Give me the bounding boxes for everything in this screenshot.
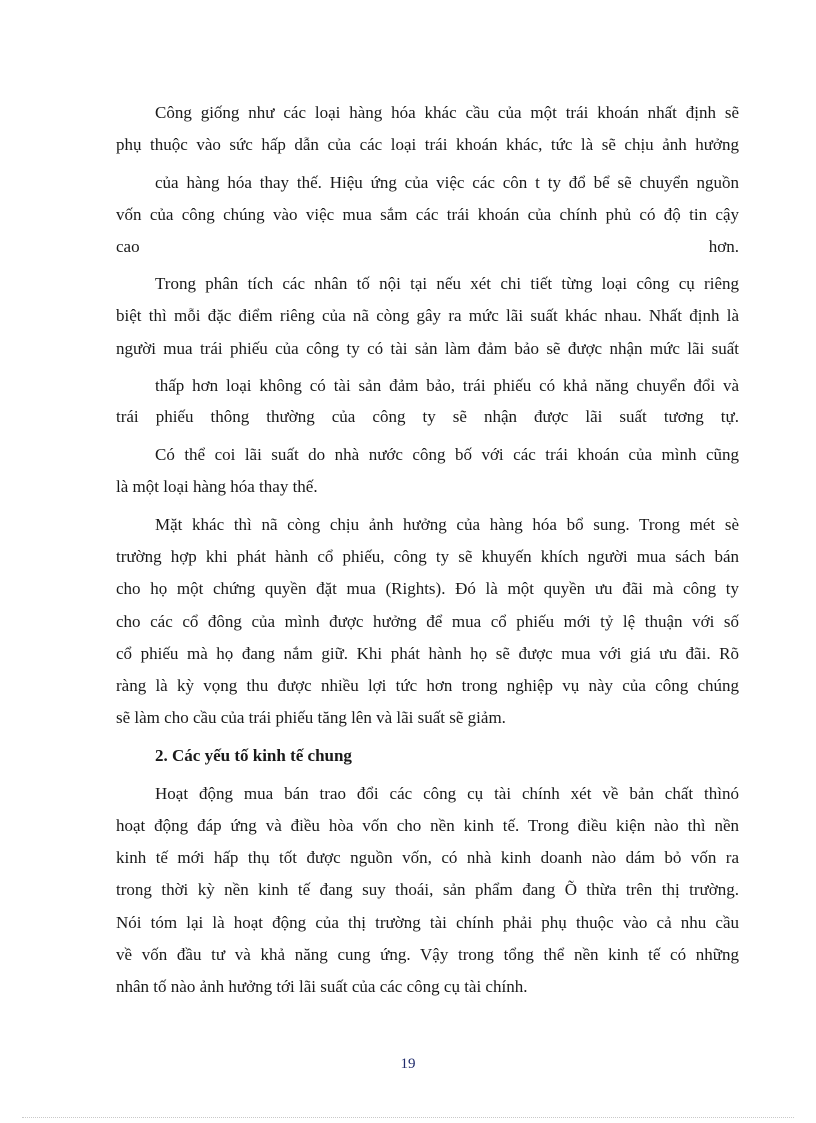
- body-line: hoạt động đáp ứng và điều hòa vốn cho nền kinh tế. Trong điều kiện nào thì nền: [116, 816, 739, 835]
- body-line: cho các cổ đông của mình được hưởng để mua cổ phiếu mới tỷ lệ thuận với số: [116, 612, 739, 631]
- body-line: thấp hơn loại không có tài sản đảm bảo, trái phiếu có khả năng chuyển đổi và: [155, 376, 739, 395]
- body-line: biệt thì mỗi đặc điểm riêng của nã còng gây ra mức lãi suất khác nhau. Nhất định là: [116, 306, 739, 325]
- body-line: cho họ một chứng quyền đặt mua (Rights). Đó là một quyền ưu đãi mà công ty: [116, 579, 739, 598]
- body-line: trong thời kỳ nền kinh tế đang suy thoái, sản phẩm đang Õ thừa trên thị trường.: [116, 880, 739, 899]
- section-heading: 2. Các yếu tố kinh tế chung: [155, 746, 352, 765]
- body-line: trường hợp khi phát hành cổ phiếu, công ty sẽ khuyến khích người mua sách bán: [116, 547, 739, 566]
- page-number: 19: [400, 1056, 416, 1072]
- body-line: của hàng hóa thay thế. Hiệu ứng của việc các côn t ty đổ bể sẽ chuyển nguồn: [155, 173, 739, 192]
- body-line: sẽ làm cho cầu của trái phiếu tăng lên và lãi suất sẽ giảm.: [116, 708, 506, 727]
- body-line: cổ phiếu mà họ đang nắm giữ. Khi phát hành họ sẽ được mua với giá ưu đãi. Rõ: [116, 644, 739, 663]
- body-line: nhân tố nào ảnh hưởng tới lãi suất của các công cụ tài chính.: [116, 977, 528, 996]
- body-line: Mặt khác thì nã còng chịu ảnh hưởng của hàng hóa bổ sung. Trong mét sè: [155, 515, 739, 534]
- body-line: Nói tóm lại là hoạt động của thị trường tài chính phải phụ thuộc vào cả nhu cầu: [116, 913, 739, 932]
- body-line: Có thể coi lãi suất do nhà nước công bố với các trái khoán của mình cũng: [155, 445, 739, 464]
- body-line: trái phiếu thông thường của công ty sẽ nhận được lãi suất tương tự.: [116, 407, 739, 426]
- body-line: cao hơn.: [116, 237, 739, 256]
- body-line: Trong phân tích các nhân tố nội tại nếu xét chi tiết từng loại công cụ riêng: [155, 274, 739, 293]
- body-line: vốn của công chúng vào việc mua sắm các trái khoán của chính phủ có độ tin cậy: [116, 205, 739, 224]
- body-line: phụ thuộc vào sức hấp dẫn của các loại trái khoán khác, tức là sẽ chịu ảnh hưởng: [116, 135, 739, 154]
- body-line: Công giống như các loại hàng hóa khác cầu của một trái khoán nhất định sẽ: [155, 103, 739, 122]
- body-line: Hoạt động mua bán trao đổi các công cụ tài chính xét về bản chất thìnó: [155, 784, 739, 803]
- body-line: là một loại hàng hóa thay thế.: [116, 477, 318, 496]
- footer-divider: [22, 1117, 794, 1118]
- body-line: ràng là kỳ vọng thu được nhiều lợi tức hơn trong nghiệp vụ này của công chúng: [116, 676, 739, 695]
- body-line: về vốn đầu tư và khả năng cung ứng. Vậy trong tổng thể nền kinh tế có những: [116, 945, 739, 964]
- body-line: người mua trái phiếu của công ty có tài sản làm đảm bảo sẽ được nhận mức lãi suất: [116, 339, 739, 358]
- body-line: kinh tế mới hấp thụ tốt được nguồn vốn, có nhà kinh doanh nào dám bỏ vốn ra: [116, 848, 739, 867]
